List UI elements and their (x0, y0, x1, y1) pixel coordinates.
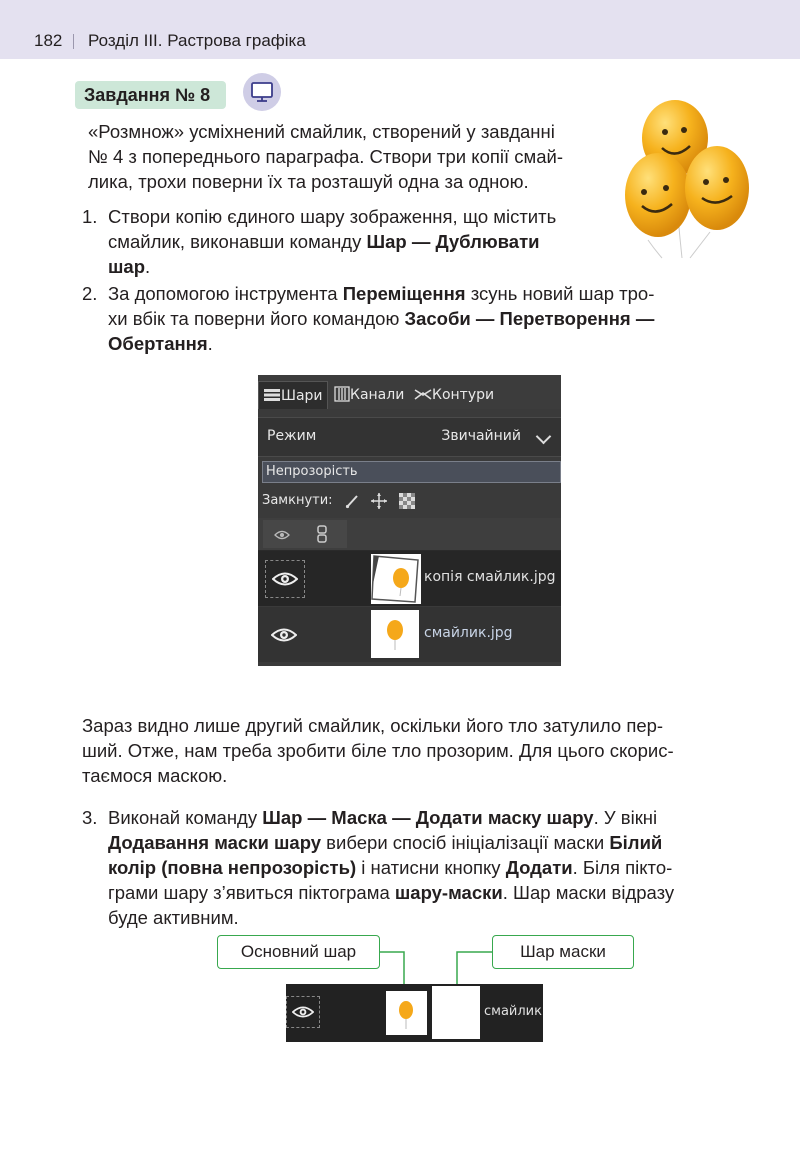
eye-icon (292, 1005, 314, 1019)
opacity-field[interactable]: Непрозорість (262, 461, 561, 483)
step-1-line: смайлик, виконавши команду Шар — Дублювати (108, 231, 540, 252)
layers-column-header (258, 518, 561, 551)
chain-column-icon (317, 525, 327, 543)
monitor-icon (243, 73, 281, 111)
callout-mask-layer: Шар маски (492, 935, 634, 969)
layer-thumbnail (371, 554, 421, 604)
step-3-line: грами шару з’явиться піктограма шару-маски. Шар маски відразу (108, 882, 675, 903)
step-1-line: Створи копію єдиного шару зображення, що містить (108, 206, 557, 227)
step-3 (108, 805, 736, 930)
layer-visibility-toggle[interactable] (286, 996, 320, 1028)
task-badge: Завдання № 8 (75, 81, 226, 109)
smiley-balloons-illustration (620, 100, 760, 260)
step-2-line: За допомогою інструмента Переміщення зсунь новий шар тро- (108, 283, 655, 304)
explanation-line: таємося маскою. (82, 765, 228, 786)
step-1-line: шар. (108, 256, 151, 277)
page-number: 182 (34, 31, 63, 50)
callout-main-layer: Основний шар (217, 935, 380, 969)
lock-alpha-icon[interactable] (399, 493, 415, 509)
visibility-column-icon (274, 529, 290, 541)
lock-position-icon[interactable] (370, 492, 388, 510)
step-3-line: колір (повна непрозорість) і натисни кнопку Додати. Біля пікто- (108, 857, 673, 878)
step-2-line: Обертання. (108, 333, 213, 354)
panel-tabs (258, 381, 561, 409)
layer-name: смайлик.jpg (424, 625, 513, 641)
layer-row[interactable] (258, 607, 561, 662)
mode-label: Режим (267, 428, 317, 444)
step-1 (108, 204, 596, 279)
mask-layer-row[interactable] (286, 984, 543, 1042)
explanation-line: ший. Отже, нам треба зробити біле тло прозорим. Для цього скорис- (82, 740, 674, 761)
layers-icon (263, 388, 281, 402)
step-2 (108, 281, 736, 356)
lock-label: Замкнути: (262, 493, 333, 508)
eye-icon[interactable] (271, 627, 297, 643)
task-intro (88, 119, 596, 194)
mask-thumbnail[interactable] (432, 986, 480, 1039)
tab-channels[interactable]: Канали (330, 381, 410, 409)
page-header (0, 0, 800, 59)
layer-thumbnail (386, 991, 427, 1035)
header-divider (73, 34, 74, 49)
step-number: 2. (82, 283, 98, 304)
intro-line: «Розмнож» усміхнений смайлик, створений у завданні (88, 121, 555, 142)
chevron-down-icon (536, 429, 552, 445)
layer-name: смайлик (484, 1004, 542, 1019)
paths-icon (414, 387, 432, 401)
section-title: Розділ III. Растрова графіка (88, 31, 306, 50)
layer-row[interactable] (258, 551, 561, 606)
intro-line: № 4 з попереднього параграфа. Створи три копії смай- (88, 146, 564, 167)
channels-icon (334, 386, 350, 402)
layer-visibility-toggle[interactable] (265, 560, 305, 598)
explanation-line: Зараз видно лише другий смайлик, оскільки його тло затулило пер- (82, 715, 664, 736)
tab-layers[interactable]: Шари (258, 381, 328, 409)
step-3-line: Додавання маски шару вибери спосіб ініціалізації маски Білий (108, 832, 663, 853)
layer-thumbnail (371, 610, 419, 658)
tab-paths[interactable]: Контури (410, 381, 498, 409)
step-3-line: Виконай команду Шар — Маска — Додати маску шару. У вікні (108, 807, 658, 828)
mask-explanation (82, 713, 736, 788)
step-number: 1. (82, 206, 98, 227)
step-2-line: хи вбік та поверни його командою Засоби — Перетворення — (108, 308, 655, 329)
step-number: 3. (82, 807, 98, 828)
eye-icon (272, 571, 298, 587)
mode-value: Звичайний (441, 428, 521, 444)
lock-pixels-icon[interactable] (344, 493, 360, 509)
gimp-layers-panel (258, 375, 561, 666)
mode-selector[interactable] (258, 417, 561, 457)
lock-row (258, 487, 561, 517)
step-3-line: буде активним. (108, 907, 239, 928)
layer-name: копія смайлик.jpg (424, 569, 556, 585)
intro-line: лика, трохи поверни їх та розташуй одна за одною. (88, 171, 529, 192)
